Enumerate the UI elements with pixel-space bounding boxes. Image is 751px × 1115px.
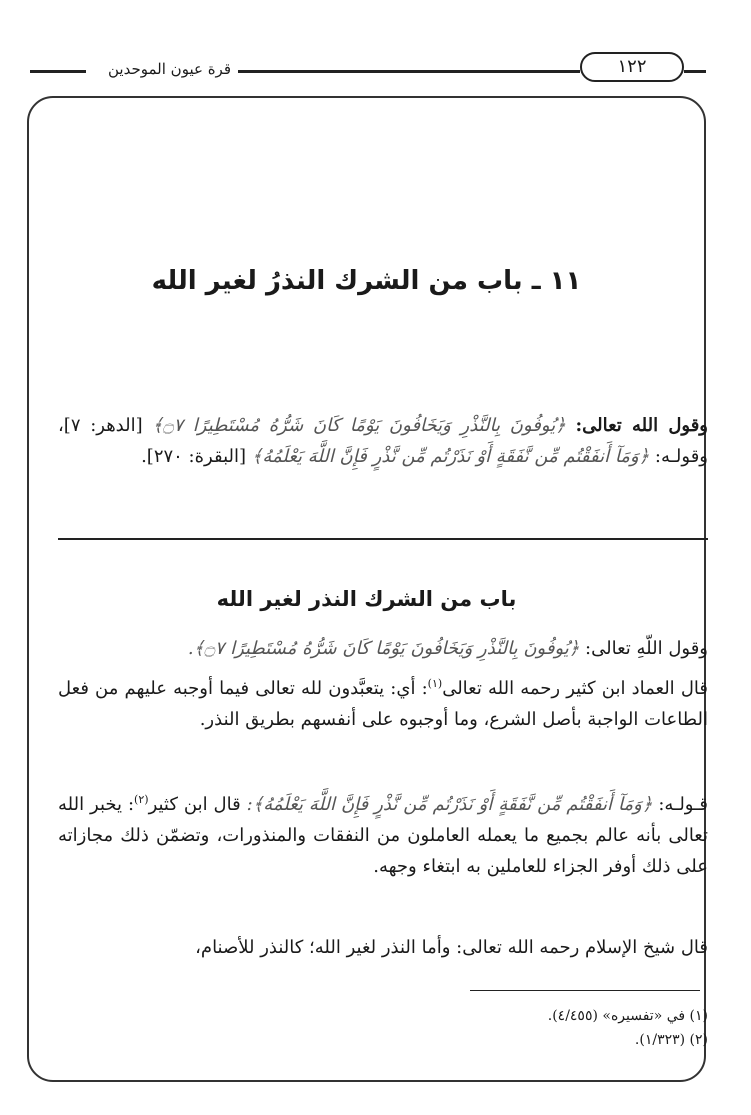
footnote-1: (١) في «تفسيره» (٤/٤٥٥). [547, 1008, 708, 1024]
chapter-title: ١١ ـ باب من الشرك النذرُ لغير الله [151, 266, 582, 296]
p4-text: قال شيخ الإسلام رحمه الله تعالى: وأما النذر لغير الله؛ كالنذر للأصنام، [195, 937, 708, 958]
sharh-paragraph-3 [58, 789, 708, 882]
sharh-paragraph-4 [58, 932, 708, 963]
footnote-rule [470, 990, 700, 991]
p1-verse: ﴿يُوفُونَ بِالنَّذْرِ وَيَخَافُونَ يَوْمًا كَانَ شَرُّهُ مُسْتَطِيرًا ۝٧﴾. [187, 638, 580, 659]
footnote-2: (٢) (١/٣٢٣). [634, 1032, 708, 1048]
page-number: ١٢٢ [580, 52, 684, 82]
footnote-ref-2: (٢) [134, 793, 149, 806]
header-rule-middle [238, 70, 580, 73]
footnote-ref-1: (١) [427, 677, 443, 690]
header-rule-left [30, 70, 86, 73]
matn-mid: وقولـه: [654, 446, 708, 467]
page-header [0, 0, 751, 100]
matn-ref-2: [البقرة: ٢٧٠]. [141, 446, 247, 467]
p1-intro: وقول اللّهِ تعالى: [585, 638, 708, 659]
p2-text-a: قال العماد ابن كثير رحمه الله تعالى [442, 678, 708, 699]
p3-text-a: قال ابن كثير [148, 794, 241, 815]
sharh-paragraph-1 [58, 633, 708, 664]
p3-verse: ﴿وَمَآ أَنفَقْتُم مِّن نَّفَقَةٍ أَوْ نَذَرْتُم مِّن نَّذْرٍ فَإِنَّ اللَّهَ يَعْلَمُهُ﴾: [246, 794, 653, 815]
matn-intro: وقول الله تعالى: [575, 415, 708, 436]
section-divider [58, 538, 708, 540]
footnotes [58, 1004, 708, 1052]
sharh-paragraph-2 [58, 673, 708, 735]
matn-verse-1: ﴿يُوفُونَ بِالنَّذْرِ وَيَخَافُونَ يَوْمًا كَانَ شَرُّهُ مُسْتَطِيرًا ۝٧﴾ [152, 415, 566, 436]
matn-verse-2: ﴿وَمَآ أَنفَقْتُم مِّن نَّفَقَةٍ أَوْ نَذَرْتُم مِّن نَّذْرٍ فَإِنَّ اللَّهَ يَعْلَمُهُ﴾ [251, 446, 650, 467]
header-rule-right [684, 70, 706, 73]
matn-block [58, 410, 708, 472]
p3-text-b: : يخبر الله تعالى بأنه عالم بجميع ما يعمله العاملون من النفقات والمنذورات، وتضمّن ذلك مجازاته على ذلك أوفر الجزاء للعاملين به ابتغاء وجهه. [58, 794, 708, 877]
running-title: قرة عيون الموحدين [108, 60, 231, 78]
sharh-title: باب من الشرك النذر لغير الله [216, 587, 517, 611]
p2-text-b: : أي: يتعبَّدون لله تعالى فيما أوجبه عليهم من فعل الطاعات الواجبة بأصل الشرع، وما أوجبوه على أنفسهم بطريق النذر. [58, 678, 708, 730]
matn-ref-1: [الدهر: ٧]، [58, 415, 143, 436]
p3-intro: قـولـه: [658, 794, 708, 815]
